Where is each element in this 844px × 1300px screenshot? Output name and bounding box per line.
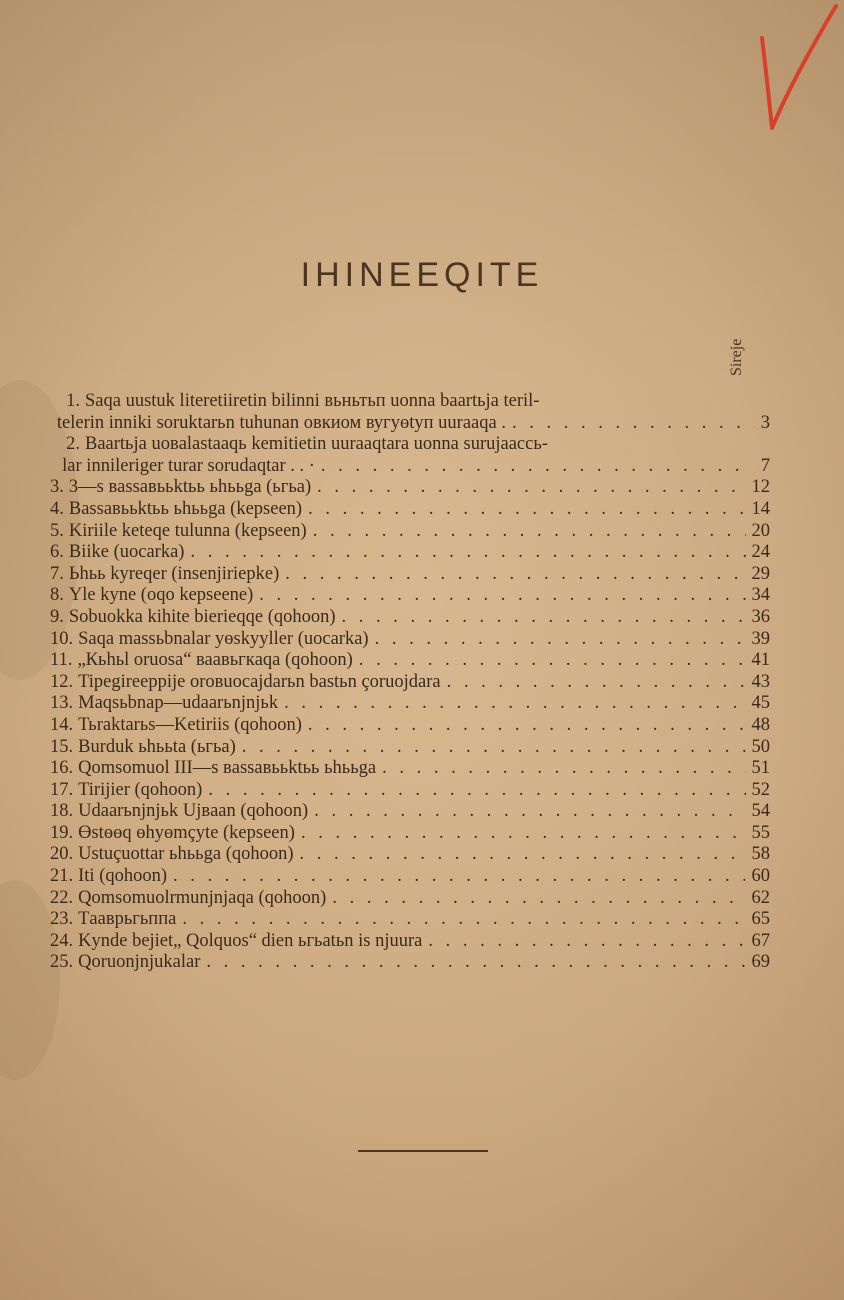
toc-leader-dots	[242, 737, 746, 759]
toc-entry-number: 25.	[50, 952, 74, 973]
toc-line	[50, 456, 770, 478]
toc-page-number: 51	[751, 758, 770, 779]
toc-leader-dots	[332, 888, 745, 910]
page-column-label: Sireje	[728, 338, 745, 376]
toc-entry-title: Iti (qohoon)	[78, 866, 168, 887]
toc-entry-title: Qoruonjnjukalar	[78, 952, 201, 973]
toc-entry-number: 8.	[50, 585, 64, 606]
toc-page-number: 60	[751, 866, 770, 887]
toc-leader-dots	[284, 693, 745, 715]
toc-page-number: 39	[751, 628, 770, 649]
toc-line	[50, 823, 770, 845]
toc-line	[50, 650, 770, 672]
toc-line	[50, 801, 770, 823]
toc-leader-dots	[342, 607, 746, 629]
toc-entry	[50, 607, 770, 629]
toc-page-number: 62	[751, 887, 770, 908]
toc-line	[50, 629, 770, 651]
toc-leader-dots	[301, 823, 746, 845]
toc-entry-title: Biike (uocarka)	[68, 542, 185, 563]
toc-entry-number: 24.	[50, 930, 74, 951]
toc-entry-title: Tipegireeppije oroвuocajdarьn bastьn çoruojdara	[78, 671, 441, 692]
toc-leader-dots	[375, 629, 746, 651]
toc-leader-dots	[359, 650, 746, 672]
toc-page-number: 48	[751, 714, 770, 735]
toc-entry-title: Tааврьгьппа	[78, 909, 177, 930]
toc-entry-title: „Кьhьl oruosa“ ваавьгкaqa (qohoon)	[77, 650, 353, 671]
toc-line	[50, 909, 770, 931]
table-of-contents	[50, 391, 770, 974]
toc-entry-number: 3.	[50, 477, 64, 498]
toc-line	[50, 413, 770, 435]
toc-page-number: 41	[751, 650, 770, 671]
toc-entry	[50, 780, 770, 802]
toc-line	[50, 521, 770, 543]
toc-entry-title: Qomsomuol III—s вassaвььktьь ьhььga	[78, 758, 377, 779]
toc-entry	[50, 629, 770, 651]
toc-entry-title: Kiriile keteqe tulunna (kepseen)	[68, 520, 307, 541]
toc-page-number: 34	[751, 585, 770, 606]
toc-line	[50, 693, 770, 715]
toc-entry-title: Yle kyne (oqo kepseene)	[68, 585, 254, 606]
toc-entry	[50, 693, 770, 715]
toc-entry-number: 19.	[50, 822, 74, 843]
toc-entry-title: 3—s вassaвььktьь ьhььga (ьгьa)	[68, 477, 312, 498]
toc-entry	[50, 391, 770, 434]
toc-entry-number: 12.	[50, 671, 74, 692]
toc-entry	[50, 888, 770, 910]
toc-line	[50, 542, 770, 564]
toc-page-number: 3	[760, 412, 770, 433]
toc-entry-title: telerin inniki soruktarьn tuhunan овкиом вугуөtуп uuraaqa .	[56, 412, 506, 433]
toc-entry	[50, 823, 770, 845]
toc-leader-dots	[173, 866, 745, 888]
toc-page-number: 29	[751, 563, 770, 584]
toc-entry-number: 9.	[50, 606, 64, 627]
toc-entry-title: Kynde bejiet„ Qolquos“ dien ьгьatьn is njuura	[78, 930, 423, 951]
toc-page-number: 14	[751, 498, 770, 519]
toc-line	[50, 715, 770, 737]
toc-line	[50, 866, 770, 888]
toc-leader-dots	[428, 931, 745, 953]
toc-page-number: 20	[751, 520, 770, 541]
toc-leader-dots	[308, 499, 745, 521]
toc-leader-dots	[321, 456, 750, 478]
toc-entry-number: 22.	[50, 887, 74, 908]
toc-page-number: 50	[751, 736, 770, 757]
toc-entry-number: 6.	[50, 542, 64, 563]
page-title: IHINEEQITE	[300, 256, 544, 294]
toc-leader-dots	[182, 909, 745, 931]
toc-leader-dots	[382, 758, 745, 780]
toc-leader-dots	[314, 801, 745, 823]
toc-leader-dots	[308, 715, 746, 737]
toc-line	[50, 477, 770, 499]
toc-entry	[50, 650, 770, 672]
toc-entry-number: 14.	[50, 714, 74, 735]
toc-entry-number: 11.	[50, 650, 73, 671]
bottom-divider	[358, 1150, 488, 1152]
toc-page-number: 7	[760, 455, 770, 476]
toc-entry-number: 1.	[66, 391, 80, 411]
toc-leader-dots	[300, 844, 746, 866]
toc-entry-title: Burduk ьhььta (ьгьa)	[78, 736, 236, 757]
toc-line	[50, 952, 770, 974]
toc-page-number: 65	[751, 909, 770, 930]
toc-entry-number: 13.	[50, 693, 74, 714]
toc-leader-dots	[317, 477, 745, 499]
toc-line	[50, 434, 770, 456]
toc-entry	[50, 844, 770, 866]
toc-line	[50, 737, 770, 759]
toc-entry-title: Өstөөq өhyөmçyte (kepseen)	[78, 822, 295, 843]
toc-line	[50, 391, 770, 413]
toc-entry-number: 4.	[50, 498, 64, 519]
toc-entry	[50, 672, 770, 694]
toc-line	[50, 888, 770, 910]
toc-leader-dots	[285, 564, 745, 586]
toc-entry-title: Saqa uustuk literetiiretin bilinni вьньтьп uonna baartьja teril-	[85, 391, 540, 411]
toc-leader-dots	[512, 413, 755, 435]
toc-entry-number: 20.	[50, 844, 74, 865]
toc-line	[50, 499, 770, 521]
toc-leader-dots	[206, 952, 745, 974]
toc-entry	[50, 952, 770, 974]
toc-entry	[50, 585, 770, 607]
toc-leader-dots	[259, 585, 745, 607]
toc-entry-title: Baartьja uовalastaaqь kemitietin uuraaqtara uonna surujaaccь-	[85, 434, 548, 455]
toc-page-number: 43	[751, 671, 770, 692]
toc-line	[50, 758, 770, 780]
toc-entry	[50, 434, 770, 477]
toc-entry-title: Saqa massьbnalar yөskyyller (uocarka)	[78, 628, 369, 649]
toc-entry-number: 5.	[50, 520, 64, 541]
toc-entry-title: Bassaвььktьь ьhььga (kepseen)	[68, 498, 303, 519]
toc-leader-dots	[447, 672, 746, 694]
toc-entry	[50, 564, 770, 586]
toc-entry	[50, 909, 770, 931]
toc-line	[50, 607, 770, 629]
toc-entry-number: 7.	[50, 563, 64, 584]
toc-entry-title: Ustuçuottar ьhььga (qohoon)	[78, 844, 294, 865]
toc-entry-title: Ьhьь kyreqer (insenjiriepke)	[68, 563, 280, 584]
toc-page-number: 52	[751, 779, 770, 800]
toc-entry-number: 17.	[50, 779, 74, 800]
toc-entry	[50, 866, 770, 888]
toc-page-number: 45	[751, 693, 770, 714]
toc-entry-number: 15.	[50, 736, 74, 757]
toc-entry	[50, 715, 770, 737]
toc-entry-title: Tirijier (qohoon)	[78, 779, 203, 800]
toc-leader-dots	[313, 521, 746, 543]
toc-entry	[50, 499, 770, 521]
toc-entry-title: lar innileriger turar sorudaqtar . . ·	[62, 455, 315, 476]
toc-page-number: 36	[751, 606, 770, 627]
toc-leader-dots	[208, 780, 745, 802]
toc-entry-number: 16.	[50, 758, 74, 779]
toc-entry	[50, 801, 770, 823]
toc-entry	[50, 931, 770, 953]
toc-entry-title: Qomsomuolrmunjnjaqa (qohoon)	[78, 887, 327, 908]
toc-entry-number: 23.	[50, 909, 74, 930]
toc-entry-title: Udaarьnjnjьk Ujвaan (qohoon)	[78, 801, 309, 822]
toc-line	[50, 585, 770, 607]
toc-leader-dots	[190, 542, 745, 564]
toc-page-number: 67	[751, 930, 770, 951]
toc-entry	[50, 521, 770, 543]
toc-entry-number: 2.	[66, 434, 80, 455]
toc-line	[50, 564, 770, 586]
red-check-mark-icon	[752, 0, 844, 140]
toc-entry	[50, 542, 770, 564]
toc-line	[50, 672, 770, 694]
toc-entry-number: 10.	[50, 628, 74, 649]
toc-page-number: 54	[751, 801, 770, 822]
toc-page-number: 69	[751, 952, 770, 973]
toc-line	[50, 780, 770, 802]
toc-entry	[50, 477, 770, 499]
toc-entry-title: Тьraktarьs—Ketiriis (qohoon)	[78, 714, 302, 735]
toc-entry-number: 18.	[50, 801, 74, 822]
toc-entry-title: Maqsьbnар—udaarьnjnjьk	[78, 693, 279, 714]
toc-page-number: 58	[751, 844, 770, 865]
toc-entry-number: 21.	[50, 866, 74, 887]
toc-entry	[50, 737, 770, 759]
toc-page-number: 55	[751, 822, 770, 843]
toc-page-number: 12	[751, 477, 770, 498]
toc-line	[50, 844, 770, 866]
toc-page-number: 24	[751, 542, 770, 563]
toc-entry-title: Sobuokka kihite bierieqqe (qohoon)	[68, 606, 336, 627]
toc-line	[50, 931, 770, 953]
toc-entry	[50, 758, 770, 780]
